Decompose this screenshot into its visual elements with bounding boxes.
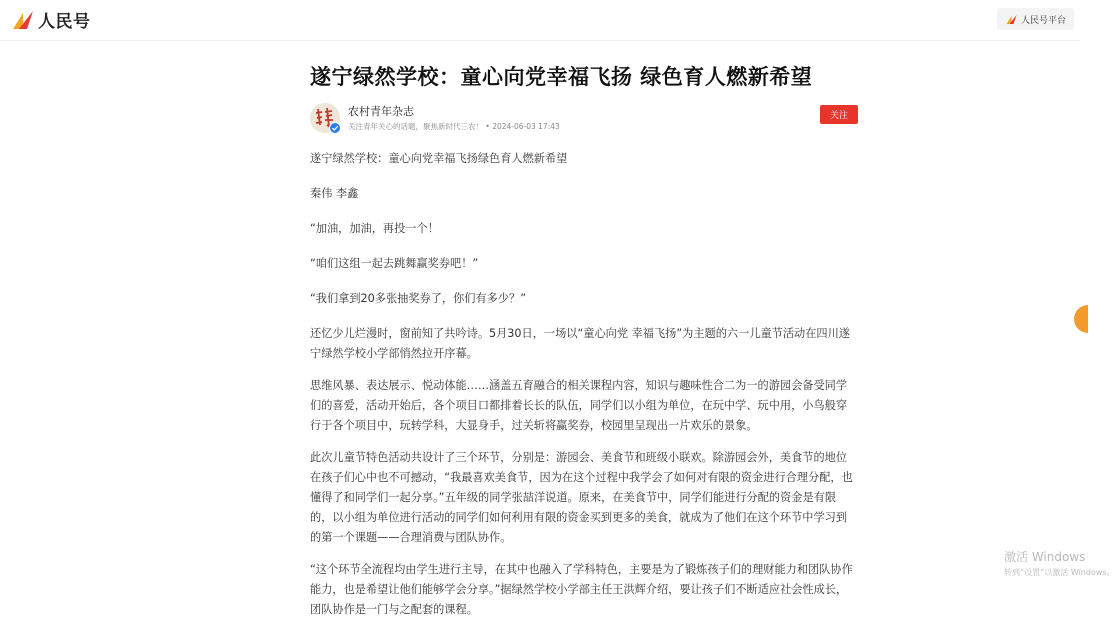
logo-text: 人民号 (38, 12, 91, 32)
platform-button[interactable] (997, 8, 1074, 30)
platform-button-label: 人民号平台 (1020, 15, 1066, 26)
paragraph-food-festival: 此次儿童节特色活动共设计了三个环节，分别是：游园会、美食节和班级小联欢。除游园会外，美食节的地位在孩子们心中也不可撼动，“我最喜欢美食节，因为在这个过程中我学会了如何对有限的资金进行合理分配，也懂得了和同学们一起分享。”五年级的同学张喆洋说道。原来，在美食节中，同学们能进行分配的资金是有限的，以小组为单位进行活动的同学们如何利用有限的资金买到更多的美食，就成为了他们在这个环节中学习到的第一个课题——合理消费与团队协作。 (310, 451, 853, 544)
site-logo[interactable] (12, 7, 91, 32)
paragraph-quote-2: “咱们这组一起去跳舞赢奖券吧！” (310, 257, 479, 270)
platform-logo-icon (1005, 14, 1018, 25)
paragraph-teamwork: “这个环节全流程均由学生进行主导，在其中也融入了学科特色，主要是为了锻炼孩子们的理财能力和团队协作能力，也是希望让他们能够学会分享。”据绿然学校小学部主任王洪辉介绍，要让孩子们不断适应社会性成长，团队协作是一门与之配套的课程。 (310, 563, 853, 616)
article-body (310, 149, 858, 620)
watermark-line-2: 转到“设置”以激活 Windows。 (1004, 568, 1115, 577)
paragraph-subtitle: 遂宁绿然学校：童心向党幸福飞扬绿色育人燃新希望 (310, 152, 568, 165)
watermark-line-1: 激活 Windows (1004, 550, 1086, 564)
article-title: 遂宁绿然学校：童心向党幸福飞扬 绿色育人燃新希望 (310, 65, 813, 89)
paragraph-authors: 秦伟 李鑫 (310, 187, 359, 200)
paragraph-intro: 还忆少儿烂漫时，窗前知了共吟诗。5月30日，一场以“童心向党 幸福飞扬”为主题的六一儿童节活动在四川遂宁绿然学校小学部悄然拉开序幕。 (310, 327, 850, 360)
paragraph-activities: 思维风暴、表达展示、悦动体能……涵盖五育融合的相关课程内容，知识与趣味性合二为一的游园会备受同学们的喜爱，活动开始后，各个项目口都排着长长的队伍，同学们以小组为单位，在玩中学、玩中用，小鸟般穿行于各个项目中，玩转学科，大显身手，过关斩将赢奖券，校园里呈现出一片欢乐的景象。 (310, 379, 848, 432)
top-bar (0, 0, 1080, 41)
side-float-button[interactable] (1074, 305, 1088, 333)
logo-icon (12, 9, 34, 31)
windows-activation-watermark (1004, 548, 1115, 578)
follow-button[interactable]: 关注 (820, 105, 858, 124)
article (310, 60, 858, 632)
author-row (310, 103, 858, 139)
paragraph-quote-3: “我们拿到20多张抽奖券了，你们有多少？” (310, 292, 527, 305)
paragraph-quote-1: “加油，加油，再投一个！ (310, 222, 439, 235)
author-name[interactable]: 农村青年杂志 (348, 105, 414, 118)
verified-badge-icon (329, 122, 341, 134)
author-meta: 关注青年关心的话题，聚焦新时代三农！ • 2024-06-03 17:43 (348, 122, 560, 131)
